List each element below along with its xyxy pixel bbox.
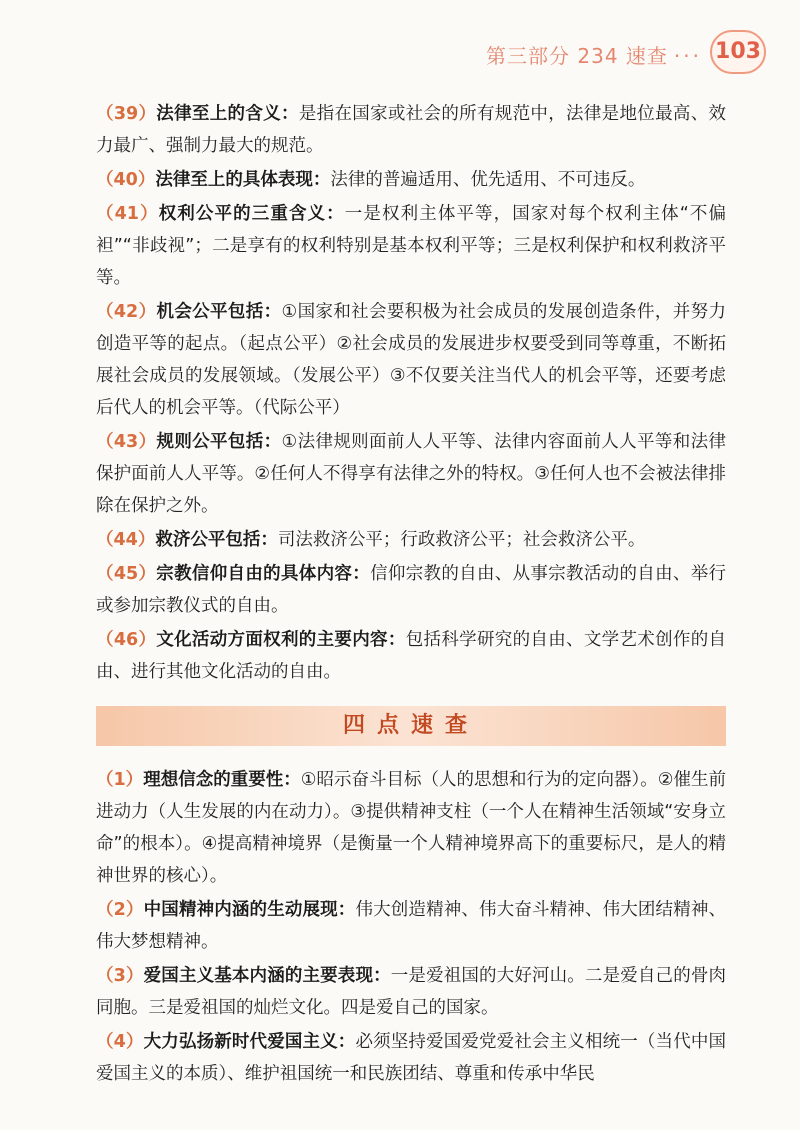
item-number: （2） <box>96 900 144 920</box>
item-term: 法律至上的含义： <box>156 104 299 124</box>
running-header-title: 第三部分 234 速查 <box>486 44 668 68</box>
item-number: （3） <box>96 966 144 986</box>
item-number: （39） <box>96 104 157 124</box>
list-item <box>96 558 726 622</box>
item-term: 规则公平包括： <box>156 432 282 452</box>
item-number: （41） <box>96 204 159 224</box>
item-term: 大力弘扬新时代爱国主义： <box>143 1032 356 1052</box>
item-term: 救济公平包括： <box>155 530 278 550</box>
item-description: ①昭示奋斗目标（人的思想和行为的定向器）。②催生前进动力（人生发展的内在动力）。③提供精神支柱（一个人在精神生活领域“安身立命”的根本）。④提高精神境界（是衡量一个人精神境界高下的重要标尺，是人的精神世界的核心）。 <box>96 770 726 886</box>
item-number: （40） <box>96 170 156 190</box>
item-number: （42） <box>96 302 157 322</box>
item-description: 伟大创造精神、伟大奋斗精神、伟大团结精神、伟大梦想精神。 <box>96 900 727 952</box>
header-dots: ··· <box>673 44 702 68</box>
item-description: 一是爱祖国的大好河山。二是爱自己的骨肉同胞。三是爱祖国的灿烂文化。四是爱自己的国家。 <box>96 966 726 1018</box>
item-term: 爱国主义基本内涵的主要表现： <box>143 966 391 986</box>
item-number: （45） <box>96 564 157 584</box>
item-description: 信仰宗教的自由、从事宗教活动的自由、举行或参加宗教仪式的自由。 <box>96 564 727 616</box>
item-number: （1） <box>96 770 144 790</box>
item-term: 机会公平包括： <box>156 302 282 322</box>
item-term: 中国精神内涵的生动展现： <box>143 900 356 920</box>
list-item <box>96 764 726 892</box>
list-item <box>96 98 726 162</box>
list-item <box>96 198 726 294</box>
item-number: （46） <box>96 630 157 650</box>
section-heading: 四点速查 <box>96 706 726 746</box>
list-item <box>96 296 726 424</box>
item-description: 必须坚持爱国爱党爱社会主义相统一（当代中国爱国主义的本质）、维护祖国统一和民族团结、尊重和传承中华民 <box>96 1032 727 1084</box>
page-number-badge: 103 <box>710 30 766 74</box>
list-item <box>96 624 726 688</box>
item-description: ①法律规则面前人人平等、法律内容面前人人平等和法律保护面前人人平等。②任何人不得享有法律之外的特权。③任何人也不会被法律排除在保护之外。 <box>96 432 727 516</box>
list-item <box>96 894 726 958</box>
page-content <box>96 98 726 1092</box>
item-description: 一是权利主体平等，国家对每个权利主体“不偏袒”“非歧视”；二是享有的权利特别是基本权利平等；三是权利保护和权利救济平等。 <box>96 204 727 288</box>
item-description: 包括科学研究的自由、文学艺术创作的自由、进行其他文化活动的自由。 <box>96 630 727 682</box>
item-term: 法律至上的具体表现： <box>155 170 331 190</box>
item-term: 宗教信仰自由的具体内容： <box>156 564 371 584</box>
page-header <box>0 28 800 78</box>
item-term: 理想信念的重要性： <box>143 770 301 790</box>
list-item <box>96 164 726 196</box>
list-item <box>96 1026 726 1090</box>
item-description: 是指在国家或社会的所有规范中，法律是地位最高、效力最广、强制力最大的规范。 <box>96 104 727 156</box>
item-number: （43） <box>96 432 157 452</box>
item-description: 法律的普遍适用、优先适用、不可违反。 <box>330 170 646 190</box>
list-item <box>96 960 726 1024</box>
item-description: ①国家和社会要积极为社会成员的发展创造条件，并努力创造平等的起点。（起点公平）②社会成员的发展进步权要受到同等尊重，不断拓展社会成员的发展领域。（发展公平）③不仅要关注当代人的机会平等，还要考虑后代人的机会平等。（代际公平） <box>96 302 727 418</box>
item-term: 权利公平的三重含义： <box>158 204 345 224</box>
item-term: 文化活动方面权利的主要内容： <box>156 630 406 650</box>
item-description: 司法救济公平；行政救济公平；社会救济公平。 <box>277 530 646 550</box>
item-number: （4） <box>96 1032 144 1052</box>
running-header <box>486 40 702 69</box>
item-number: （44） <box>96 530 156 550</box>
list-item <box>96 426 726 522</box>
list-item <box>96 524 726 556</box>
